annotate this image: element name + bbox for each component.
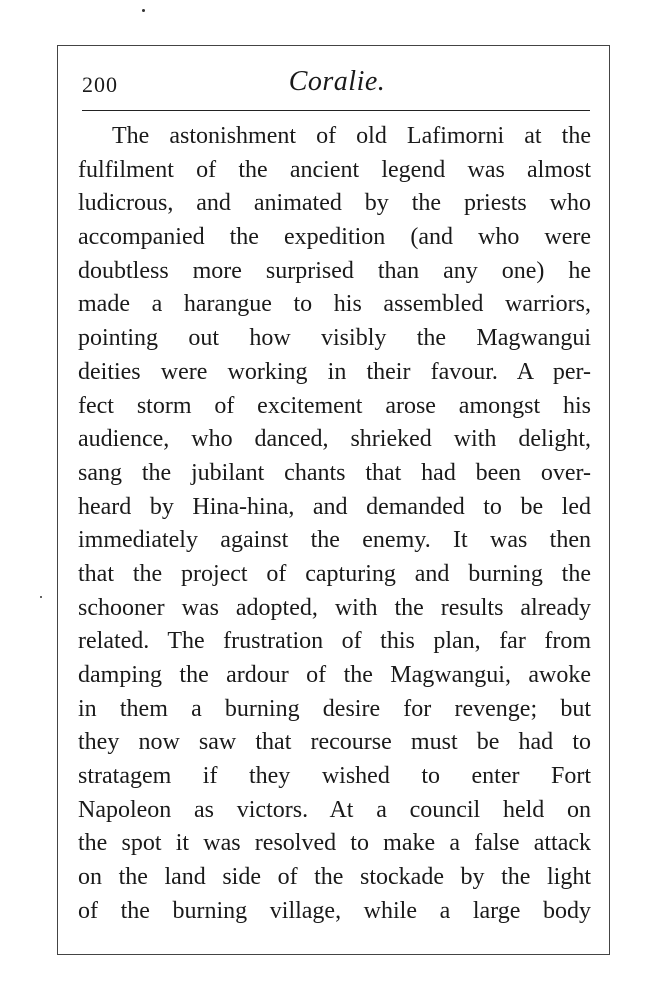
text-line: accompanied the expedition (and who were: [78, 224, 591, 251]
text-line: schooner was adopted, with the results already: [78, 594, 591, 621]
text-line: deities were working in their favour. A per-: [78, 358, 591, 385]
text-line: immediately against the enemy. It was then: [78, 527, 591, 554]
header-rule: [82, 110, 590, 111]
text-line: The astonishment of old Lafimorni at the: [112, 123, 591, 149]
text-line: sang the jubilant chants that had been over-: [78, 459, 591, 486]
text-line: stratagem if they wished to enter Fort: [78, 763, 591, 790]
body-text: [78, 120, 591, 929]
text-line: the spot it was resolved to make a false attack: [78, 830, 591, 857]
text-line: pointing out how visibly the Magwangui: [78, 325, 591, 352]
text-line: that the project of capturing and burning the: [78, 560, 591, 587]
running-header: [82, 62, 592, 102]
text-line: on the land side of the stockade by the light: [78, 864, 591, 891]
text-line: damping the ardour of the Magwangui, awoke: [78, 662, 591, 688]
ink-speck: [40, 596, 42, 598]
text-line: ludicrous, and animated by the priests who: [78, 190, 591, 217]
text-line: heard by Hina-hina, and demanded to be led: [78, 493, 591, 520]
text-line: of the burning village, while a large body: [78, 897, 591, 924]
text-line: doubtless more surprised than any one) he: [78, 257, 591, 284]
text-line: fulfilment of the ancient legend was almost: [78, 156, 591, 183]
text-line: they now saw that recourse must be had to: [78, 729, 591, 756]
text-line: audience, who danced, shrieked with delight,: [78, 426, 591, 453]
text-line: related. The frustration of this plan, far from: [78, 628, 591, 655]
ink-speck: [142, 9, 145, 12]
text-line: fect storm of excitement arose amongst his: [78, 392, 591, 419]
text-line: in them a burning desire for revenge; but: [78, 695, 591, 722]
text-line: Napoleon as victors. At a council held on: [78, 796, 591, 823]
page-number: 200: [82, 72, 118, 97]
running-title: Coralie.: [288, 66, 386, 97]
text-line: made a harangue to his assembled warriors,: [78, 291, 591, 318]
